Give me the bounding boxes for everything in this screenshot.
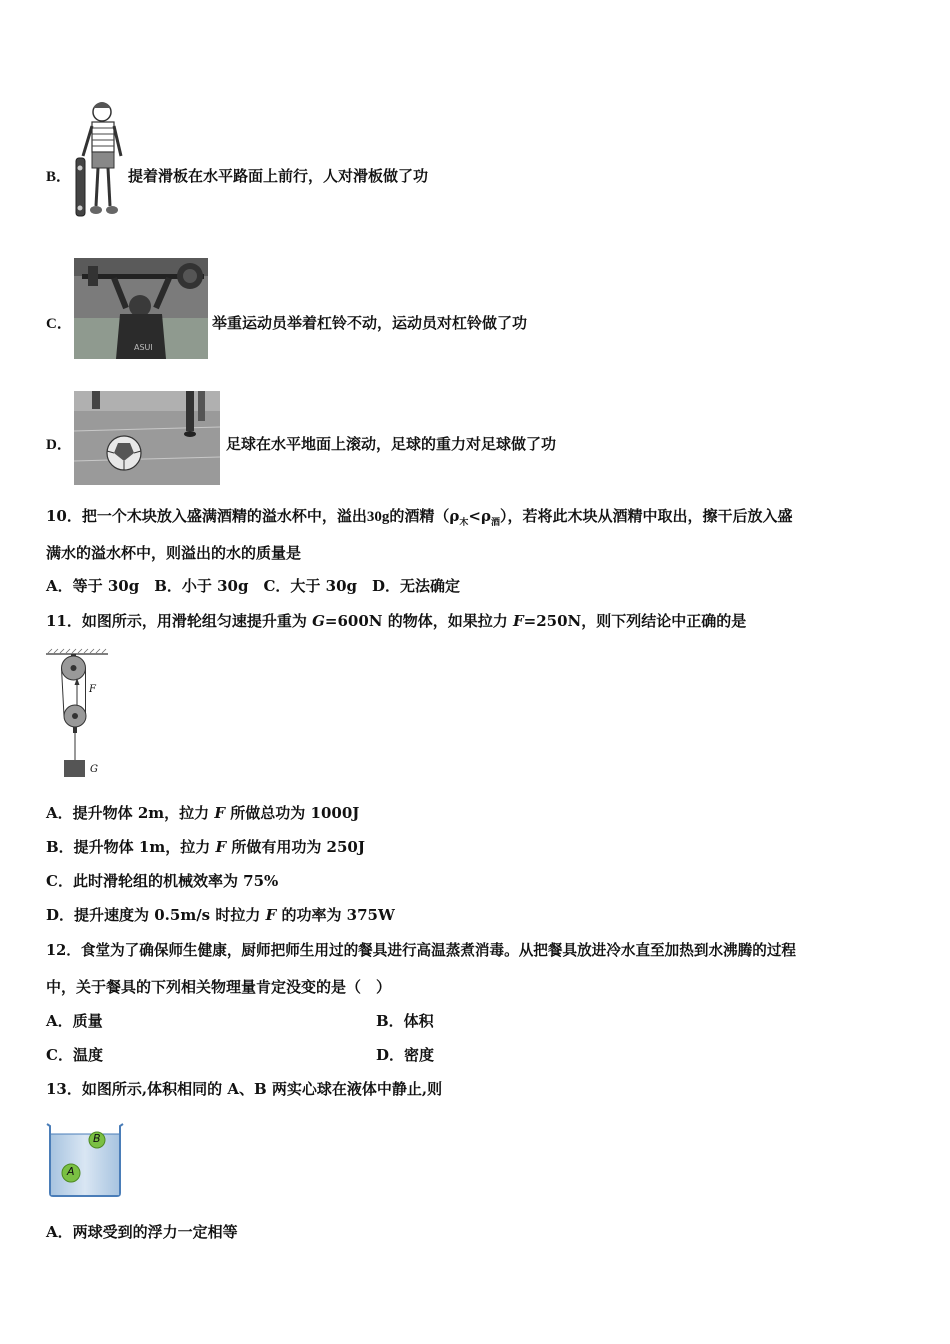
option-d-label: D． bbox=[46, 437, 72, 453]
beaker-diagram bbox=[44, 1118, 126, 1198]
q10-stem-line2: 满水的溢水杯中，则溢出的水的质量是 bbox=[46, 544, 302, 562]
q11-option-d: D．提升速度为 0.5m/s 时拉力 F 的功率为 375W bbox=[46, 906, 395, 924]
svg-text:ASUI: ASUI bbox=[134, 343, 153, 352]
q12-option-c: C．温度 bbox=[46, 1046, 103, 1064]
option-c-label: C． bbox=[46, 316, 72, 332]
boy-skateboard-image bbox=[72, 98, 128, 226]
q12-option-d: D．密度 bbox=[376, 1046, 435, 1064]
pulley-force-label: F bbox=[89, 684, 96, 695]
ball-b-label: B bbox=[93, 1132, 101, 1145]
q12-stem-line2: 中，关于餐具的下列相关物理量肯定没变的是（ ） bbox=[46, 978, 392, 996]
option-b-text: 提着滑板在水平路面上前行，人对滑板做了功 bbox=[128, 167, 429, 185]
q13-option-a: A．两球受到的浮力一定相等 bbox=[46, 1223, 238, 1241]
ball-a-label: A bbox=[67, 1165, 75, 1178]
q11-stem: 11．如图所示，用滑轮组匀速提升重为 G=600N 的物体，如果拉力 F=250N，则下列结论中正确的是 bbox=[46, 612, 747, 630]
q10-stem-line1: 10．把一个木块放入盛满酒精的溢水杯中，溢出30g的酒精$(\rho_木<\rho_酒)$，若将此木块从酒精中取出，擦干后放入盛 bbox=[46, 507, 793, 528]
pulley-weight-label: G bbox=[90, 764, 98, 775]
q10-options: A．等于 30g B．小于 30g C．大于 30g D．无法确定 bbox=[46, 577, 461, 595]
q12-stem-line1: 12．食堂为了确保师生健康，厨师把师生用过的餐具进行高温蒸煮消毒。从把餐具放进冷水直至加热到水沸腾的过程 bbox=[46, 942, 797, 959]
q11-option-a: A．提升物体 2m，拉力 F 所做总功为 1000J bbox=[46, 804, 360, 822]
option-d-text: 足球在水平地面上滚动，足球的重力对足球做了功 bbox=[226, 435, 557, 453]
q12-option-b: B．体积 bbox=[376, 1012, 434, 1030]
q11-option-b: B．提升物体 1m，拉力 F 所做有用功为 250J bbox=[46, 838, 365, 856]
option-b-label: B． bbox=[46, 169, 72, 185]
football-image bbox=[74, 391, 220, 485]
q13-stem: 13．如图所示,体积相同的 A、B 两实心球在液体中静止,则 bbox=[46, 1080, 443, 1098]
weightlifter-image bbox=[74, 258, 208, 359]
q11-option-c: C．此时滑轮组的机械效率为 75% bbox=[46, 872, 279, 890]
option-c-text: 举重运动员举着杠铃不动，运动员对杠铃做了功 bbox=[212, 314, 528, 332]
q12-option-a: A．质量 bbox=[46, 1012, 103, 1030]
pulley-diagram bbox=[40, 648, 120, 782]
